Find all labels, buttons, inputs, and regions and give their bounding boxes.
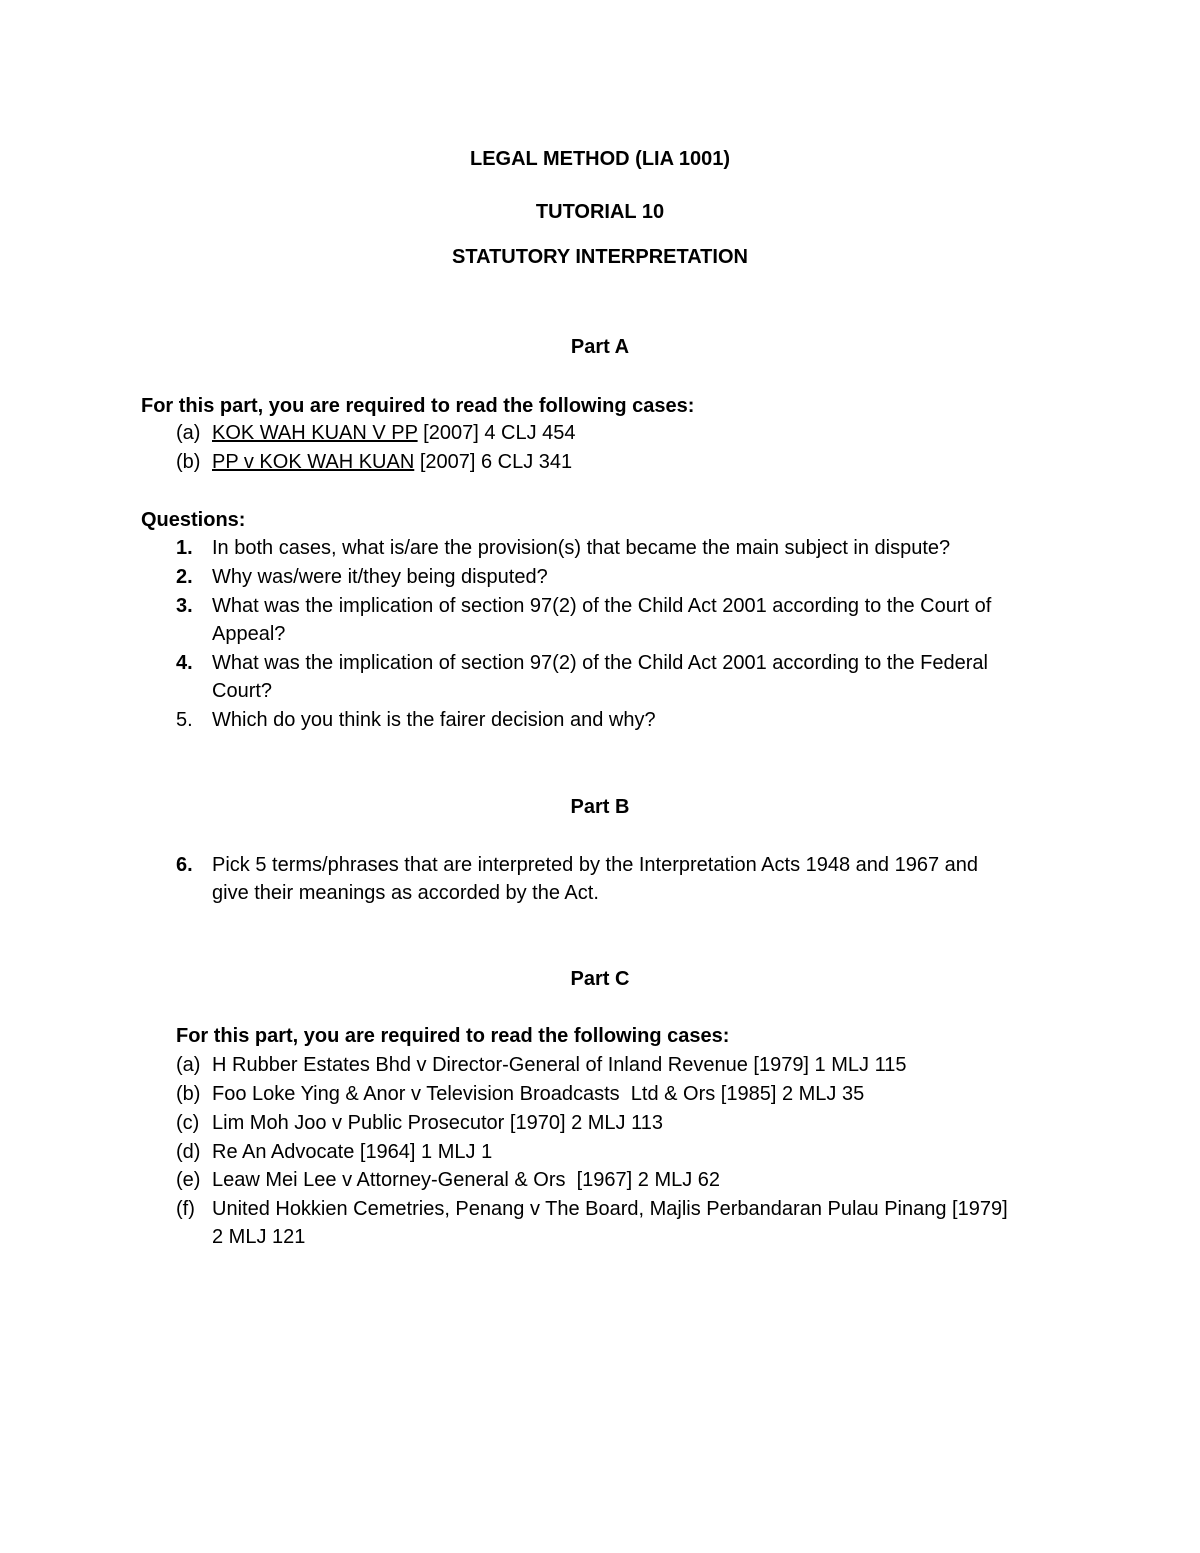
part-a-case-b: [176, 450, 200, 474]
case-name: KOK WAH KUAN V PP: [212, 422, 418, 444]
case-citation: [2007] 4 CLJ 454: [417, 422, 576, 444]
question-text-continued: give their meanings as accorded by the Act.: [212, 882, 599, 904]
question-text: In both cases, what is/are the provision(s) that became the main subject in dispute?: [212, 537, 951, 559]
part-c-heading: Part C: [570, 968, 630, 990]
case-text: Leaw Mei Lee v Attorney-General & Ors [1967] 2 MLJ 62: [212, 1169, 721, 1191]
question-number: 4.: [176, 652, 193, 674]
case-text: Lim Moh Joo v Public Prosecutor [1970] 2 MLJ 113: [212, 1112, 663, 1134]
list-label: (b): [176, 1083, 201, 1105]
part-a-intro: For this part, you are required to read the following cases:: [141, 395, 695, 417]
part-a-case-b-text: [212, 450, 572, 474]
topic-heading: STATUTORY INTERPRETATION: [452, 246, 748, 268]
question-text: What was the implication of section 97(2) of the Child Act 2001 according to the Court of: [212, 595, 992, 617]
tutorial-number: TUTORIAL 10: [535, 201, 665, 223]
question-number: 2.: [176, 566, 193, 588]
question-number: 3.: [176, 595, 193, 617]
question-number: 1.: [176, 537, 193, 559]
question-text: Which do you think is the fairer decision and why?: [212, 709, 656, 731]
case-name: PP v KOK WAH KUAN: [212, 451, 415, 473]
list-label: (d): [176, 1141, 201, 1163]
part-b-heading: Part B: [570, 796, 630, 818]
case-citation: [2007] 6 CLJ 341: [414, 451, 573, 473]
questions-heading: Questions:: [141, 509, 246, 531]
case-text: H Rubber Estates Bhd v Director-General of Inland Revenue [1979] 1 MLJ 115: [212, 1054, 907, 1076]
question-text-continued: Court?: [212, 680, 273, 702]
question-text-continued: Appeal?: [212, 623, 286, 645]
part-a-case-a-text: [212, 421, 576, 445]
question-number: 5.: [176, 709, 193, 731]
case-text: Re An Advocate [1964] 1 MLJ 1: [212, 1141, 493, 1163]
list-label: (b): [176, 451, 201, 473]
part-a-heading: Part A: [570, 336, 630, 358]
list-label: (a): [176, 1054, 201, 1076]
list-label: (a): [176, 422, 201, 444]
question-text: What was the implication of section 97(2) of the Child Act 2001 according to the Federal: [212, 652, 988, 674]
part-a-case-a: [176, 421, 200, 445]
case-text: United Hokkien Cemetries, Penang v The Board, Majlis Perbandaran Pulau Pinang [1979]: [212, 1198, 1008, 1220]
case-text-continued: 2 MLJ 121: [212, 1226, 306, 1248]
question-text: Pick 5 terms/phrases that are interpreted by the Interpretation Acts 1948 and 1967 and: [212, 854, 979, 876]
list-label: (f): [176, 1198, 195, 1220]
case-text: Foo Loke Ying & Anor v Television Broadcasts Ltd & Ors [1985] 2 MLJ 35: [212, 1083, 865, 1105]
question-text: Why was/were it/they being disputed?: [212, 566, 548, 588]
question-number: 6.: [176, 854, 193, 876]
list-label: (c): [176, 1112, 200, 1134]
document-title: LEGAL METHOD (LIA 1001): [469, 148, 731, 170]
part-c-intro: For this part, you are required to read the following cases:: [176, 1025, 730, 1047]
list-label: (e): [176, 1169, 201, 1191]
